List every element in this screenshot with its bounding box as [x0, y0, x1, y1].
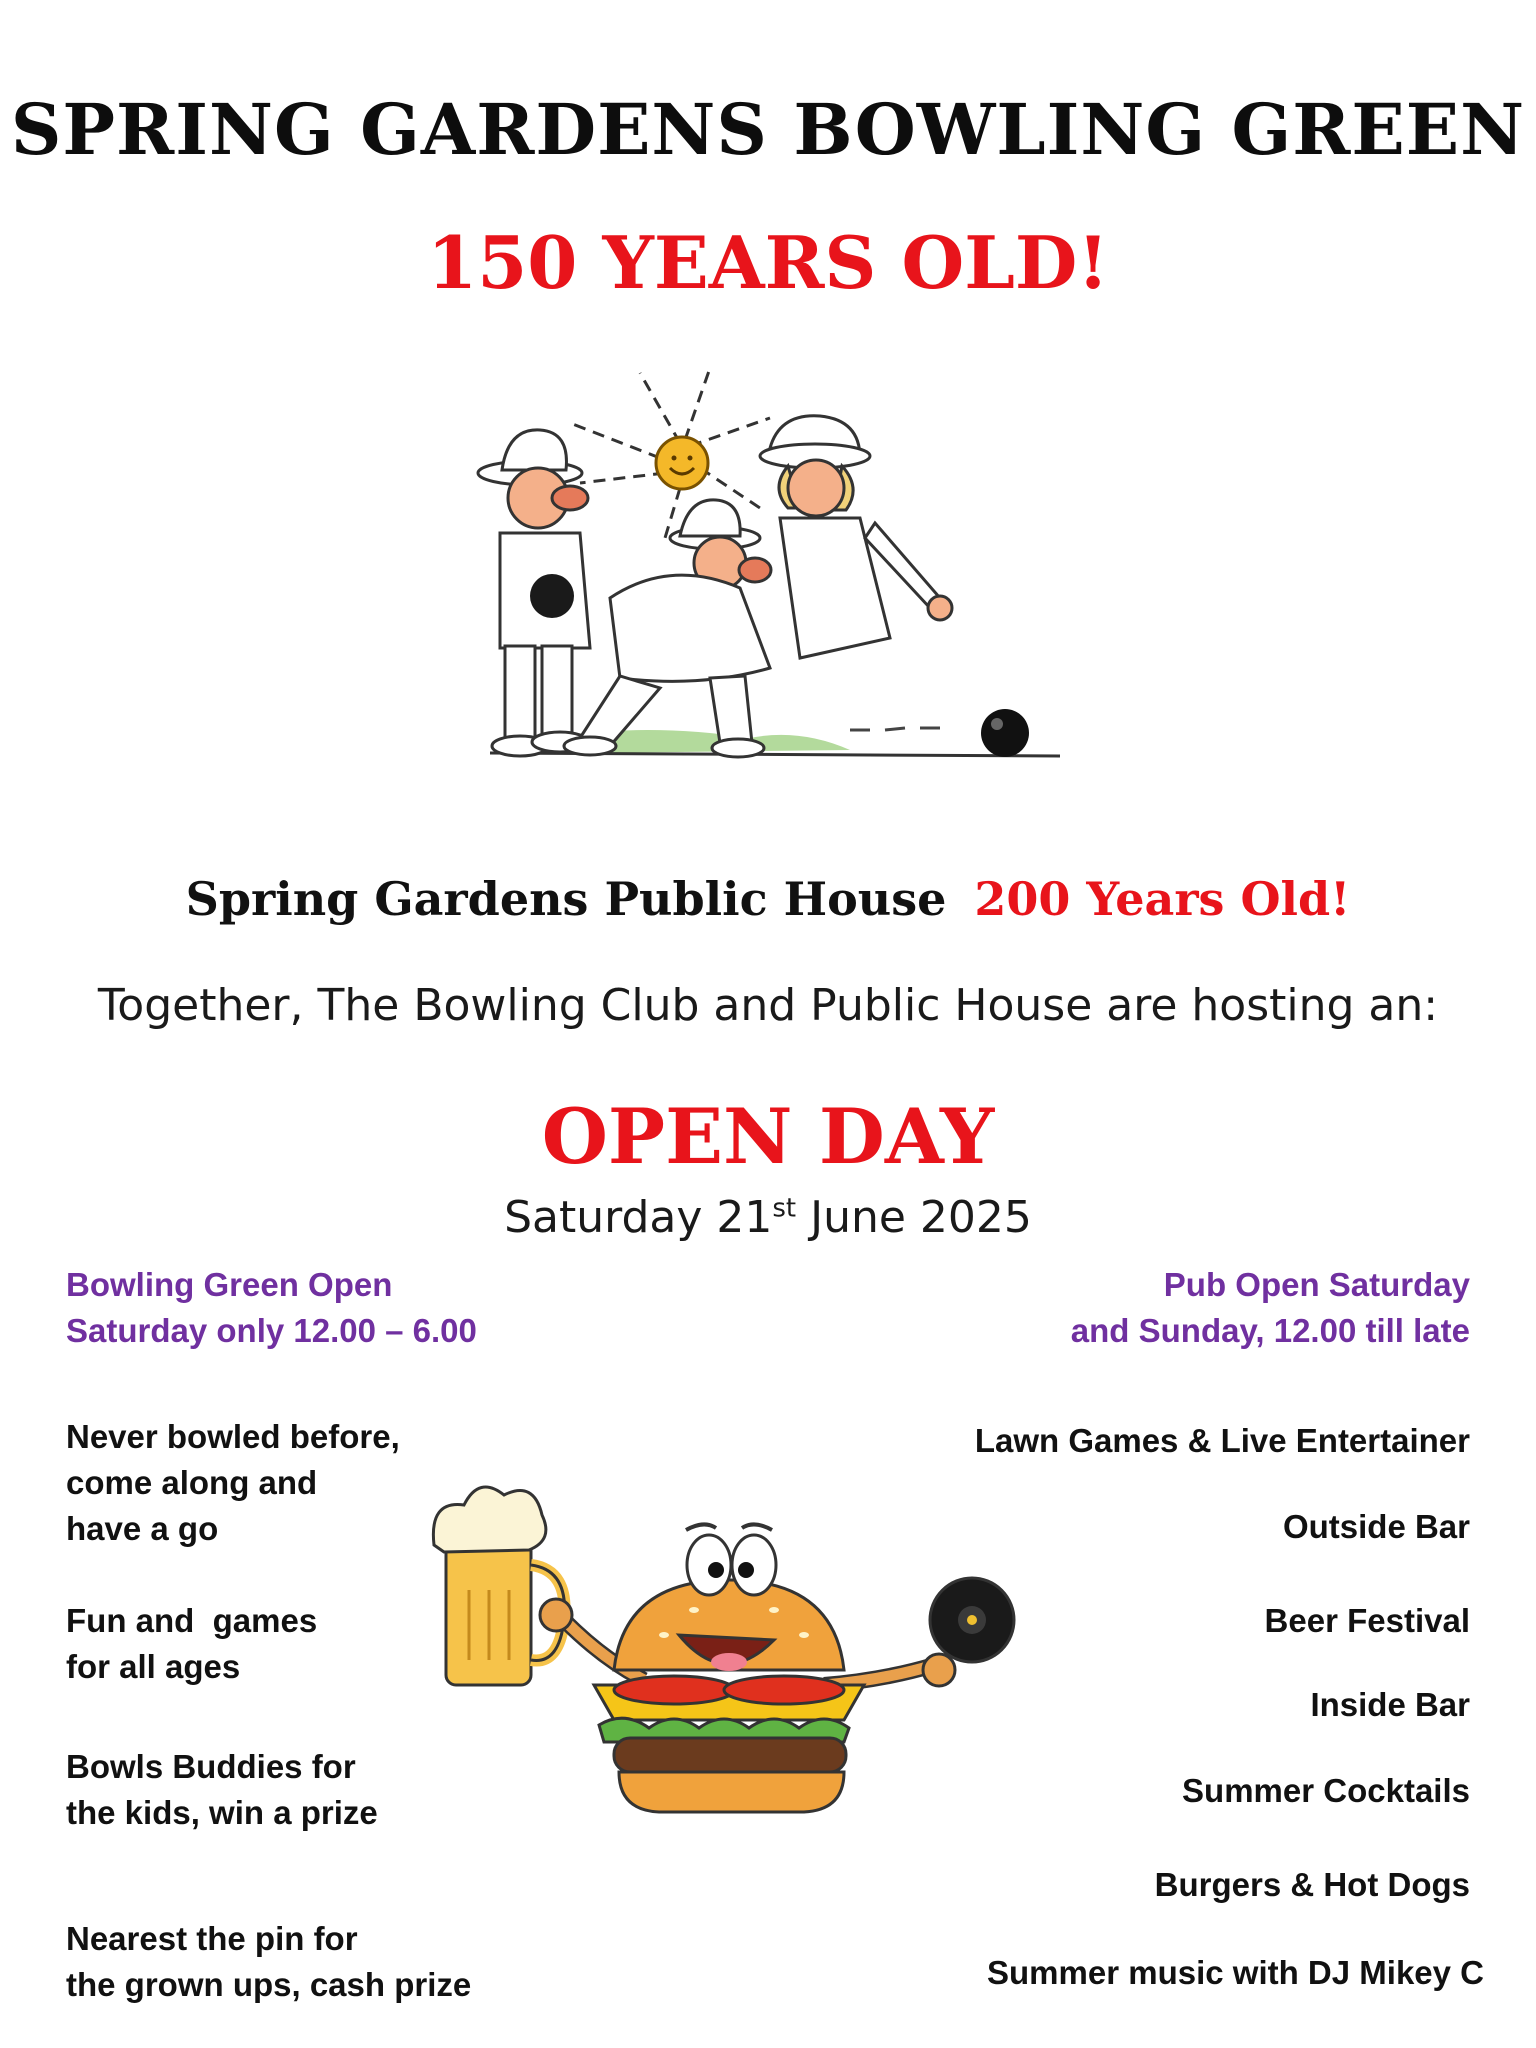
list-item: [66, 1598, 317, 1690]
bowling-green-heading-line2: Saturday only 12.00 – 6.00: [66, 1312, 477, 1349]
list-item-line: for all ages: [66, 1648, 241, 1685]
list-item-line: Fun and games: [66, 1602, 318, 1639]
pub-heading: [0, 872, 1536, 926]
list-item: Summer Cocktails: [1182, 1772, 1470, 1809]
list-item-line: the kids, win a prize: [66, 1794, 378, 1831]
pub-age: 200 Years Old!: [974, 872, 1351, 926]
list-item-line: come along and: [66, 1464, 318, 1501]
event-date-suffix: st: [772, 1193, 797, 1224]
list-item: Burgers & Hot Dogs: [1154, 1866, 1470, 1903]
pub-hours: [1071, 1262, 1470, 1354]
list-item-line: Nearest the pin for: [66, 1920, 358, 1957]
list-item-line: have a go: [66, 1510, 219, 1547]
poster-title: SPRING GARDENS BOWLING GREEN: [10, 88, 1526, 171]
event-date-day: Saturday 21: [504, 1192, 773, 1243]
pub-name: Spring Gardens Public House: [185, 872, 947, 926]
list-item: [66, 1414, 400, 1552]
list-item: Summer music with DJ Mikey C: [987, 1954, 1484, 1991]
event-date: [0, 1192, 1536, 1243]
list-item-line: Never bowled before,: [66, 1418, 400, 1455]
bowlers-illustration: [470, 358, 1070, 783]
list-item-line: Bowls Buddies for: [66, 1748, 356, 1785]
event-title: OPEN DAY: [541, 1092, 995, 1181]
bowling-green-heading-line1: Bowling Green Open: [66, 1266, 393, 1303]
anniversary-banner: 150 YEARS OLD!: [427, 220, 1109, 305]
list-item: Outside Bar: [1282, 1508, 1470, 1545]
list-item: Lawn Games & Live Entertainer: [974, 1422, 1470, 1459]
list-item-line: the grown ups, cash prize: [66, 1966, 472, 2003]
pub-hours-heading-line2: and Sunday, 12.00 till late: [1070, 1312, 1470, 1349]
list-item: [66, 1916, 471, 2008]
list-item: [66, 1744, 378, 1836]
list-item: Beer Festival: [1264, 1602, 1470, 1639]
pub-hours-heading-line1: Pub Open Saturday: [1163, 1266, 1470, 1303]
event-date-rest: June 2025: [810, 1192, 1032, 1243]
burger-mascot-illustration: [424, 1470, 1064, 1835]
intro-text: Together, The Bowling Club and Public House are hosting an:: [97, 980, 1439, 1031]
bowling-green-hours: [66, 1262, 477, 1354]
list-item: Inside Bar: [1310, 1686, 1470, 1723]
